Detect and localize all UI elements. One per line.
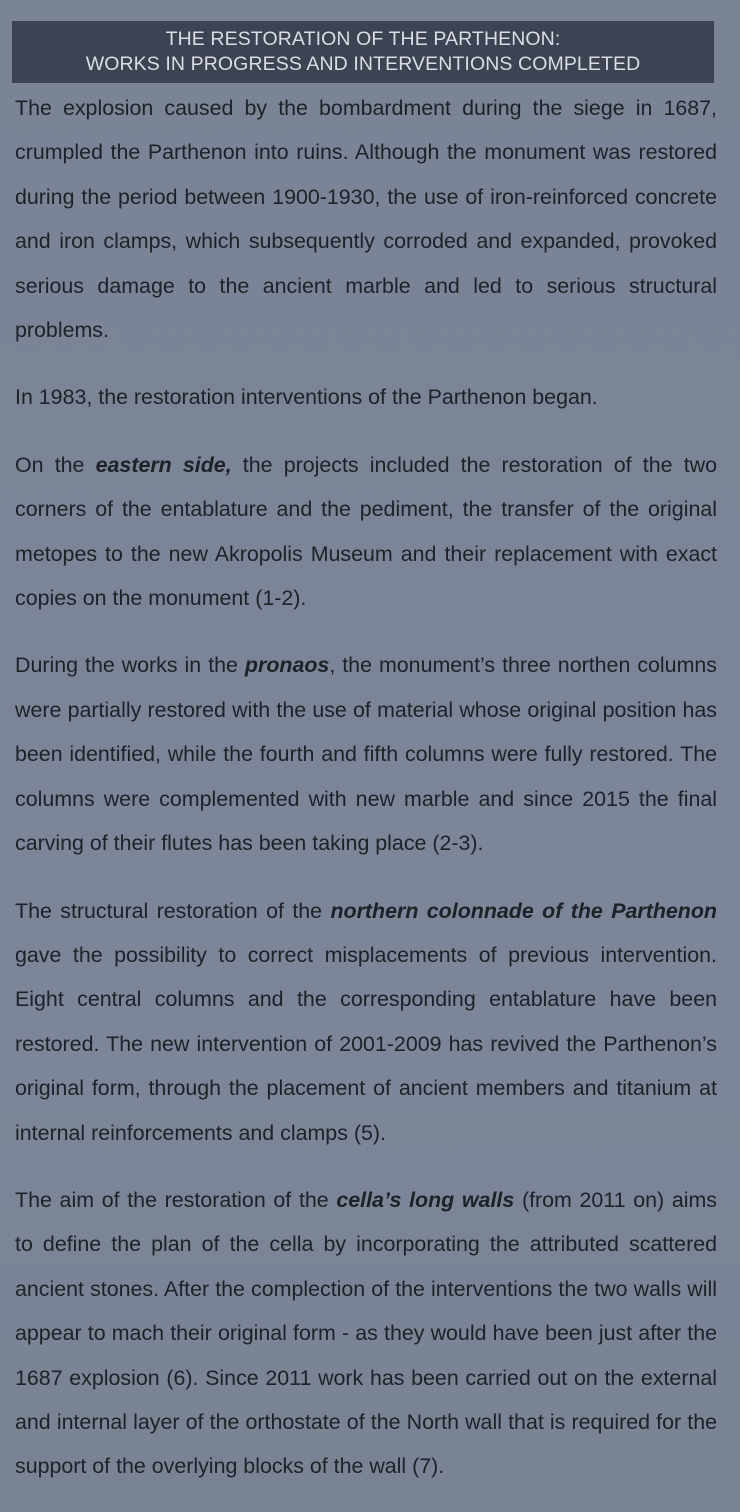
paragraph-eastern-side-rest: the projects included the restoration of the two corners of the entablature and the pediment, the transfer of the original metopes to the new Akropolis Museum and their replacement with exact copies on the monument (1-2). bbox=[15, 452, 717, 611]
paragraph-cella-walls-lead: The aim of the restoration of the bbox=[15, 1187, 337, 1212]
sign-body-text bbox=[15, 86, 717, 1512]
emphasis-cella-walls: cella’s long walls bbox=[336, 1187, 515, 1212]
emphasis-northern-colonnade: northern colonnade of the Parthenon bbox=[330, 898, 717, 923]
paragraph-cella-walls bbox=[15, 1178, 717, 1489]
sign-title-line-1: THE RESTORATION OF THE PARTHENON: bbox=[165, 28, 561, 50]
sign-title-line-2: WORKS IN PROGRESS AND INTERVENTIONS COMPLETED bbox=[85, 53, 641, 75]
paragraph-eastern-side bbox=[15, 443, 717, 621]
paragraph-1983: In 1983, the restoration interventions of the Parthenon began. bbox=[15, 385, 598, 410]
paragraph-cella-walls-rest: (from 2011 on) aims to define the plan of the cella by incorporating the attributed scattered ancient stones. After the complection of the interventions the two walls will appear to mach their original form - as they would have been just after the 1687 explosion (6). Since 2011 work has been carried out on the external and internal layer of the orthostate of the North wall that is required for the support of the overlying blocks of the wall (7). bbox=[15, 1187, 717, 1479]
paragraph-explosion: The explosion caused by the bombardment during the siege in 1687, crumpled the Parthenon into ruins. Although the monument was restored during the period between 1900-1930, the use of iron-reinforced concrete and iron clamps, which subsequently corroded and expanded, provoked serious damage to the ancient marble and led to serious structural problems. bbox=[15, 96, 717, 343]
paragraph-pronaos-rest: , the monument’s three northen columns were partially restored with the use of material whose original position has been identified, while the fourth and fifth columns were fully restored. The columns were complemented with new marble and since 2015 the final carving of their flutes has been taking place (2-3). bbox=[15, 653, 717, 856]
emphasis-pronaos: pronaos bbox=[244, 653, 330, 678]
paragraph-pronaos bbox=[15, 643, 717, 865]
paragraph-northern-colonnade bbox=[15, 889, 717, 1155]
sign-title-band bbox=[12, 21, 714, 83]
emphasis-eastern-side: eastern side, bbox=[95, 452, 232, 477]
paragraph-pronaos-lead: During the works in the bbox=[15, 653, 245, 678]
paragraph-northern-colonnade-rest: gave the possibility to correct misplacements of previous intervention. Eight central columns and the corresponding entablature have been restored. The new intervention of 2001-2009 has revived the Parthenon’s original form, through the placement of ancient members and titanium at internal reinforcements and clamps (5). bbox=[15, 942, 717, 1145]
paragraph-eastern-side-lead: On the bbox=[15, 452, 96, 477]
paragraph-northern-colonnade-lead: The structural restoration of the bbox=[15, 898, 331, 923]
